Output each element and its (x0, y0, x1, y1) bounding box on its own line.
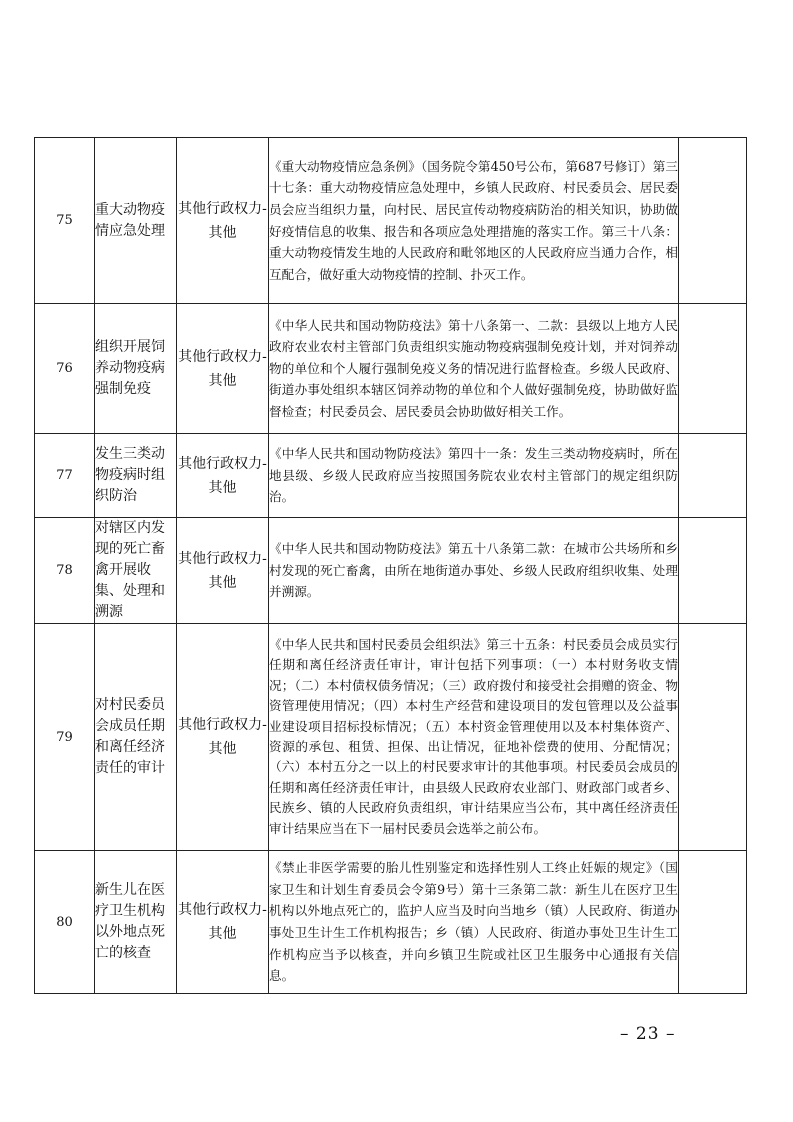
row-number: 79 (35, 624, 95, 851)
table-row (35, 851, 747, 994)
power-type: 其他行政权力-其他 (177, 851, 269, 994)
power-type: 其他行政权力-其他 (177, 518, 269, 624)
power-list-table (34, 137, 747, 994)
item-name: 发生三类动物疫病时组织防治 (95, 434, 177, 518)
remarks-cell (679, 518, 747, 624)
item-name: 对村民委员会成员任期和离任经济责任的审计 (95, 624, 177, 851)
row-number: 77 (35, 434, 95, 518)
item-name: 新生儿在医疗卫生机构以外地点死亡的核查 (95, 851, 177, 994)
remarks-cell (679, 304, 747, 434)
remarks-cell (679, 138, 747, 304)
item-name: 对辖区内发现的死亡畜禽开展收集、处理和溯源 (95, 518, 177, 624)
row-number: 75 (35, 138, 95, 304)
table-row (35, 434, 747, 518)
row-number: 78 (35, 518, 95, 624)
remarks-cell (679, 434, 747, 518)
table-row (35, 624, 747, 851)
remarks-cell (679, 624, 747, 851)
item-name: 重大动物疫情应急处理 (95, 138, 177, 304)
power-type: 其他行政权力-其他 (177, 624, 269, 851)
table-row (35, 518, 747, 624)
legal-basis: 《中华人民共和国动物防疫法》第五十八条第二款：在城市公共场所和乡村发现的死亡畜禽，由所在地街道办事处、乡级人民政府组织收集、处理并溯源。 (269, 518, 679, 624)
power-type: 其他行政权力-其他 (177, 434, 269, 518)
table-row (35, 138, 747, 304)
legal-basis: 《中华人民共和国动物防疫法》第四十一条：发生三类动物疫病时，所在地县级、乡级人民政府应当按照国务院农业农村主管部门的规定组织防治。 (269, 434, 679, 518)
power-type: 其他行政权力-其他 (177, 138, 269, 304)
page-number: – 23 – (620, 1024, 676, 1044)
legal-basis: 《重大动物疫情应急条例》（国务院令第450号公布，第687号修订）第三十七条：重大动物疫情应急处理中，乡镇人民政府、村民委员会、居民委员会应当组织力量，向村民、居民宣传动物疫病防治的相关知识，协助做好疫情信息的收集、报告和各项应急处理措施的落实工作。第三十八条：重大动物疫情发生地的人民政府和毗邻地区的人民政府应当通力合作，相互配合，做好重大动物疫情的控制、扑灭工作。 (269, 138, 679, 304)
legal-basis: 《中华人民共和国村民委员会组织法》第三十五条：村民委员会成员实行任期和离任经济责任审计，审计包括下列事项：（一）本村财务收支情况；（二）本村债权债务情况；（三）政府拨付和接受社会捐赠的资金、物资管理使用情况；（四）本村生产经营和建设项目的发包管理以及公益事业建设项目招标投标情况；（五）本村资金管理使用以及本村集体资产、资源的承包、租赁、担保、出让情况，征地补偿费的使用、分配情况；（六）本村五分之一以上的村民要求审计的其他事项。村民委员会成员的任期和离任经济责任审计，由县级人民政府农业部门、财政部门或者乡、民族乡、镇的人民政府负责组织，审计结果应当公布，其中离任经济责任审计结果应当在下一届村民委员会选举之前公布。 (269, 624, 679, 851)
row-number: 76 (35, 304, 95, 434)
row-number: 80 (35, 851, 95, 994)
item-name: 组织开展饲养动物疫病强制免疫 (95, 304, 177, 434)
legal-basis: 《中华人民共和国动物防疫法》第十八条第一、二款：县级以上地方人民政府农业农村主管部门负责组织实施动物疫病强制免疫计划，并对饲养动物的单位和个人履行强制免疫义务的情况进行监督检查。乡级人民政府、街道办事处组织本辖区饲养动物的单位和个人做好强制免疫，协助做好监督检查；村民委员会、居民委员会协助做好相关工作。 (269, 304, 679, 434)
table-row (35, 304, 747, 434)
power-type: 其他行政权力-其他 (177, 304, 269, 434)
legal-basis: 《禁止非医学需要的胎儿性别鉴定和选择性别人工终止妊娠的规定》（国家卫生和计划生育委员会令第9号）第十三条第二款：新生儿在医疗卫生机构以外地点死亡的，监护人应当及时向当地乡（镇）人民政府、街道办事处卫生计生工作机构报告；乡（镇）人民政府、街道办事处卫生计生工作机构应当予以核查，并向乡镇卫生院或社区卫生服务中心通报有关信息。 (269, 851, 679, 994)
remarks-cell (679, 851, 747, 994)
